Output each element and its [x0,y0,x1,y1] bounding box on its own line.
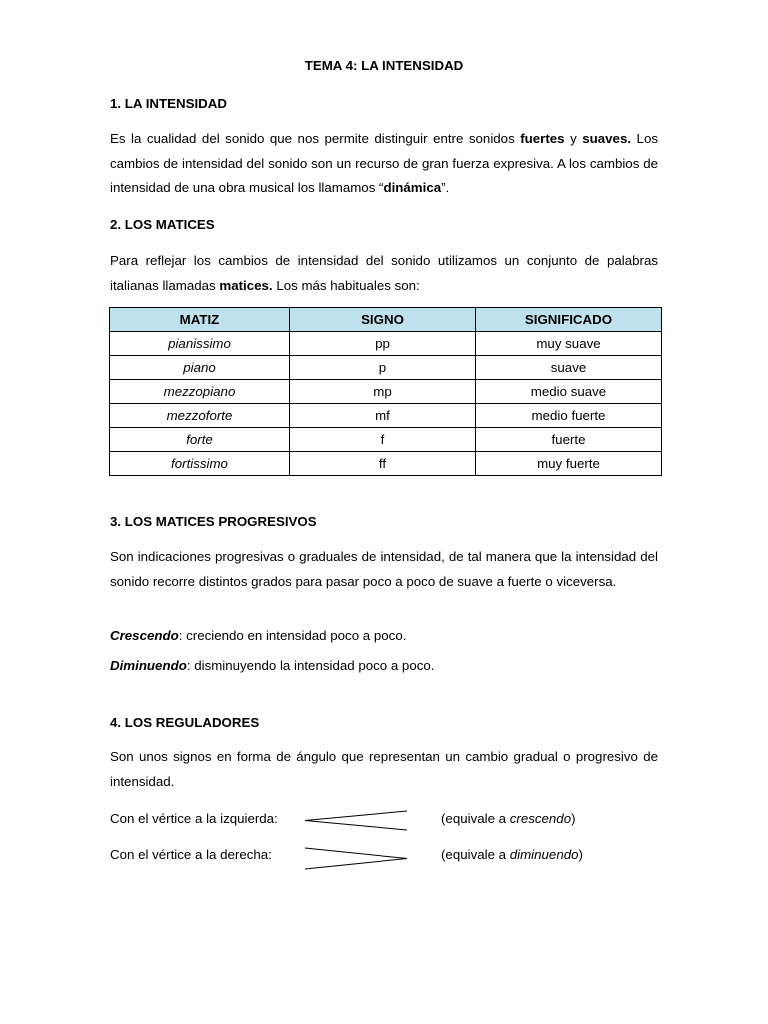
cell-matiz: mezzoforte [110,404,290,428]
cell-matiz: fortissimo [110,452,290,476]
text: y [564,131,583,146]
text: ”. [441,180,450,195]
text: (equivale a [441,847,510,862]
heading-intensidad: 1. LA INTENSIDAD [110,96,227,111]
table-row [110,428,662,452]
table-row [110,452,662,476]
column-header-significado: SIGNIFICADO [476,308,662,332]
paragraph-intensidad [110,127,658,201]
cell-signo: ff [290,452,476,476]
table-row [110,356,662,380]
table-header-row [110,308,662,332]
diminuendo-regulator-icon [300,845,412,873]
definition-crescendo [110,628,406,643]
label-vertice-izquierda: Con el vértice a la izquierda: [110,811,278,826]
equivalence-crescendo [441,811,576,826]
paragraph-matices [110,249,658,298]
text: Los más habituales son: [272,277,420,293]
cell-signo: f [290,428,476,452]
paragraph-progresivos: Son indicaciones progresivas o graduales de intensidad, de tal manera que la intensidad del sonido recorre distintos grados para pasar poco a poco de suave a fuerte o viceversa. [110,549,658,589]
cell-signo: mp [290,380,476,404]
paragraph-reguladores: Son unos signos en forma de ángulo que representan un cambio gradual o progresivo de intensidad. [110,749,658,789]
cell-significado: muy fuerte [476,452,662,476]
term-diminuendo-ref: diminuendo [509,847,579,862]
term-crescendo: Crescendo [110,628,179,643]
term-diminuendo: Diminuendo [110,658,187,673]
text: Los cambios de intensidad del sonido son un recurso de gran fuerza expresiva. A los cambios de intensidad de una obra musical los llamamos “ [110,131,658,195]
equivalence-diminuendo [441,847,583,862]
heading-reguladores: 4. LOS REGULADORES [110,715,260,730]
heading-matices: 2. LOS MATICES [110,217,215,232]
term-dinamica: dinámica [383,180,442,195]
table-row [110,380,662,404]
text: : disminuyendo la intensidad poco a poco. [186,658,435,673]
cell-significado: muy suave [476,332,662,356]
label-vertice-derecha: Con el vértice a la derecha: [110,847,272,862]
cell-significado: medio fuerte [476,404,662,428]
text: ) [578,847,583,862]
crescendo-regulator-icon [300,808,412,834]
text: : creciendo en intensidad poco a poco. [178,628,407,643]
definition-diminuendo [110,658,434,673]
term-crescendo-ref: crescendo [509,811,572,826]
text: Es la cualidad del sonido que nos permite distinguir entre sonidos [110,131,521,146]
column-header-signo: SIGNO [290,308,476,332]
term-suaves: suaves. [582,131,632,146]
text: Para reflejar los cambios de intensidad del sonido utilizamos un conjunto de palabras italianas llamadas [110,253,658,293]
table-row [110,332,662,356]
cell-matiz: forte [110,428,290,452]
page-title: TEMA 4: LA INTENSIDAD [304,58,464,73]
term-matices: matices. [219,277,273,293]
text: ) [571,811,576,826]
cell-matiz: piano [110,356,290,380]
cell-signo: p [290,356,476,380]
cell-signo: pp [290,332,476,356]
term-fuertes: fuertes [520,131,565,146]
table-row [110,404,662,428]
matices-table [109,307,662,476]
cell-significado: suave [476,356,662,380]
heading-matices-progresivos: 3. LOS MATICES PROGRESIVOS [110,514,317,529]
column-header-matiz: MATIZ [110,308,290,332]
cell-significado: fuerte [476,428,662,452]
cell-matiz: mezzopiano [110,380,290,404]
cell-signo: mf [290,404,476,428]
cell-matiz: pianissimo [110,332,290,356]
cell-significado: medio suave [476,380,662,404]
text: (equivale a [441,811,510,826]
